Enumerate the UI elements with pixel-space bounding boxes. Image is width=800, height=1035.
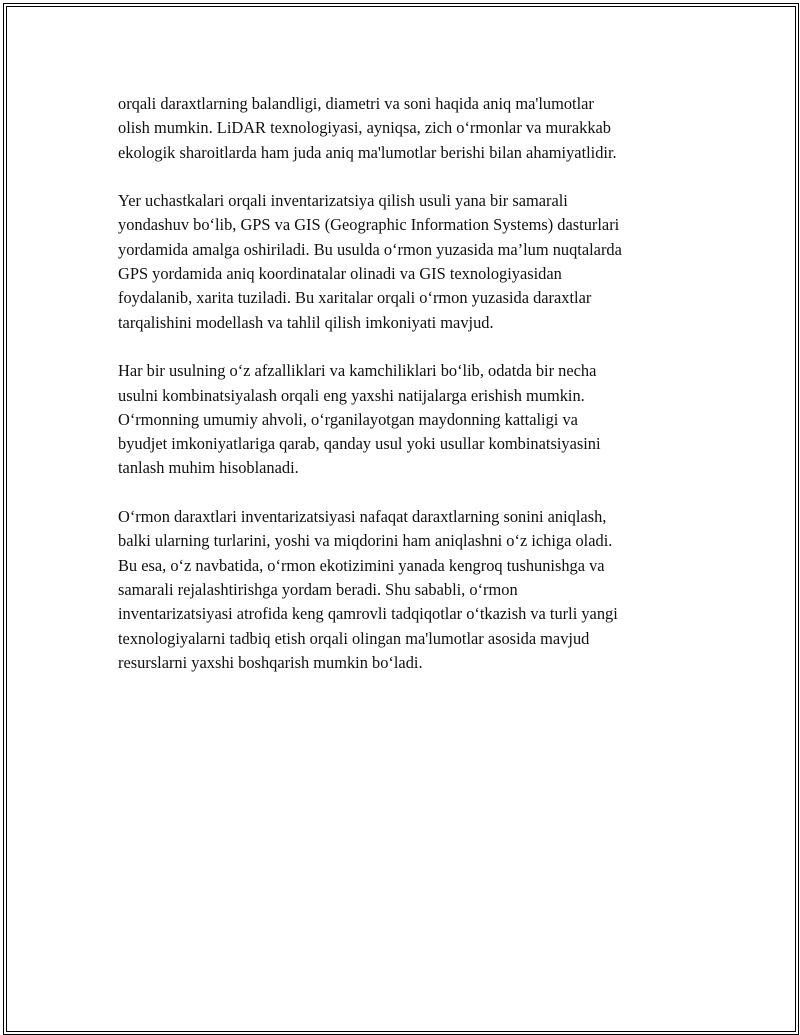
text-line: resurslarni yaxshi boshqarish mumkin bo‘ladi. [118,652,423,672]
text-line: O‘rmon daraxtlari inventarizatsiyasi nafaqat daraxtlarning sonini aniqlash, [118,507,607,527]
text-line: foydalanib, xarita tuziladi. Bu xaritalar orqali o‘rmon yuzasida daraxtlar [118,288,592,308]
text-line: tanlash muhim hisoblanadi. [118,458,299,478]
paragraph-4 [118,505,698,675]
text-line: olish mumkin. LiDAR texnologiyasi, ayniqsa, zich o‘rmonlar va murakkab [118,118,611,138]
text-line: samarali rejalashtirishga yordam beradi. Shu sababli, o‘rmon [118,579,518,599]
text-line: tarqalishini modellash va tahlil qilish imkoniyati mavjud. [118,312,494,332]
text-line: byudjet imkoniyatlariga qarab, qanday usul yoki usullar kombinatsiyasini [118,434,601,454]
text-line: orqali daraxtlarning balandligi, diametri va soni haqida aniq ma'lumotlar [118,94,594,113]
text-line: Har bir usulning o‘z afzalliklari va kamchiliklari bo‘lib, odatda bir necha [118,361,597,381]
document-body [118,92,698,699]
text-line: inventarizatsiyasi atrofida keng qamrovli tadqiqotlar o‘tkazish va turli yangi [118,604,618,624]
text-line: GPS yordamida aniq koordinatalar olinadi va GIS texnologiyasidan [118,264,562,284]
text-line: balki ularning turlarini, yoshi va miqdorini ham aniqlashni o‘z ichiga oladi. [118,531,613,551]
text-line: usulni kombinatsiyalash orqali eng yaxshi natijalarga erishish mumkin. [118,385,585,405]
text-line: Yer uchastkalari orqali inventarizatsiya qilish usuli yana bir samarali [118,191,568,211]
text-line: Bu esa, o‘z navbatida, o‘rmon ekotizimini yanada kengroq tushunishga va [118,555,605,575]
paragraph-2 [118,189,698,335]
text-line: texnologiyalarni tadbiq etish orqali olingan ma'lumotlar asosida mavjud [118,628,590,648]
text-line: yordamida amalga oshiriladi. Bu usulda o‘rmon yuzasida ma’lum nuqtalarda [118,239,622,259]
text-line: ekologik sharoitlarda ham juda aniq ma'lumotlar berishi bilan ahamiyatlidir. [118,142,617,162]
text-line: yondashuv bo‘lib, GPS va GIS (Geographic Information Systems) dasturlari [118,215,620,235]
paragraph-1 [118,92,698,165]
text-line: O‘rmonning umumiy ahvoli, o‘rganilayotgan maydonning kattaligi va [118,409,578,429]
paragraph-3 [118,359,698,480]
